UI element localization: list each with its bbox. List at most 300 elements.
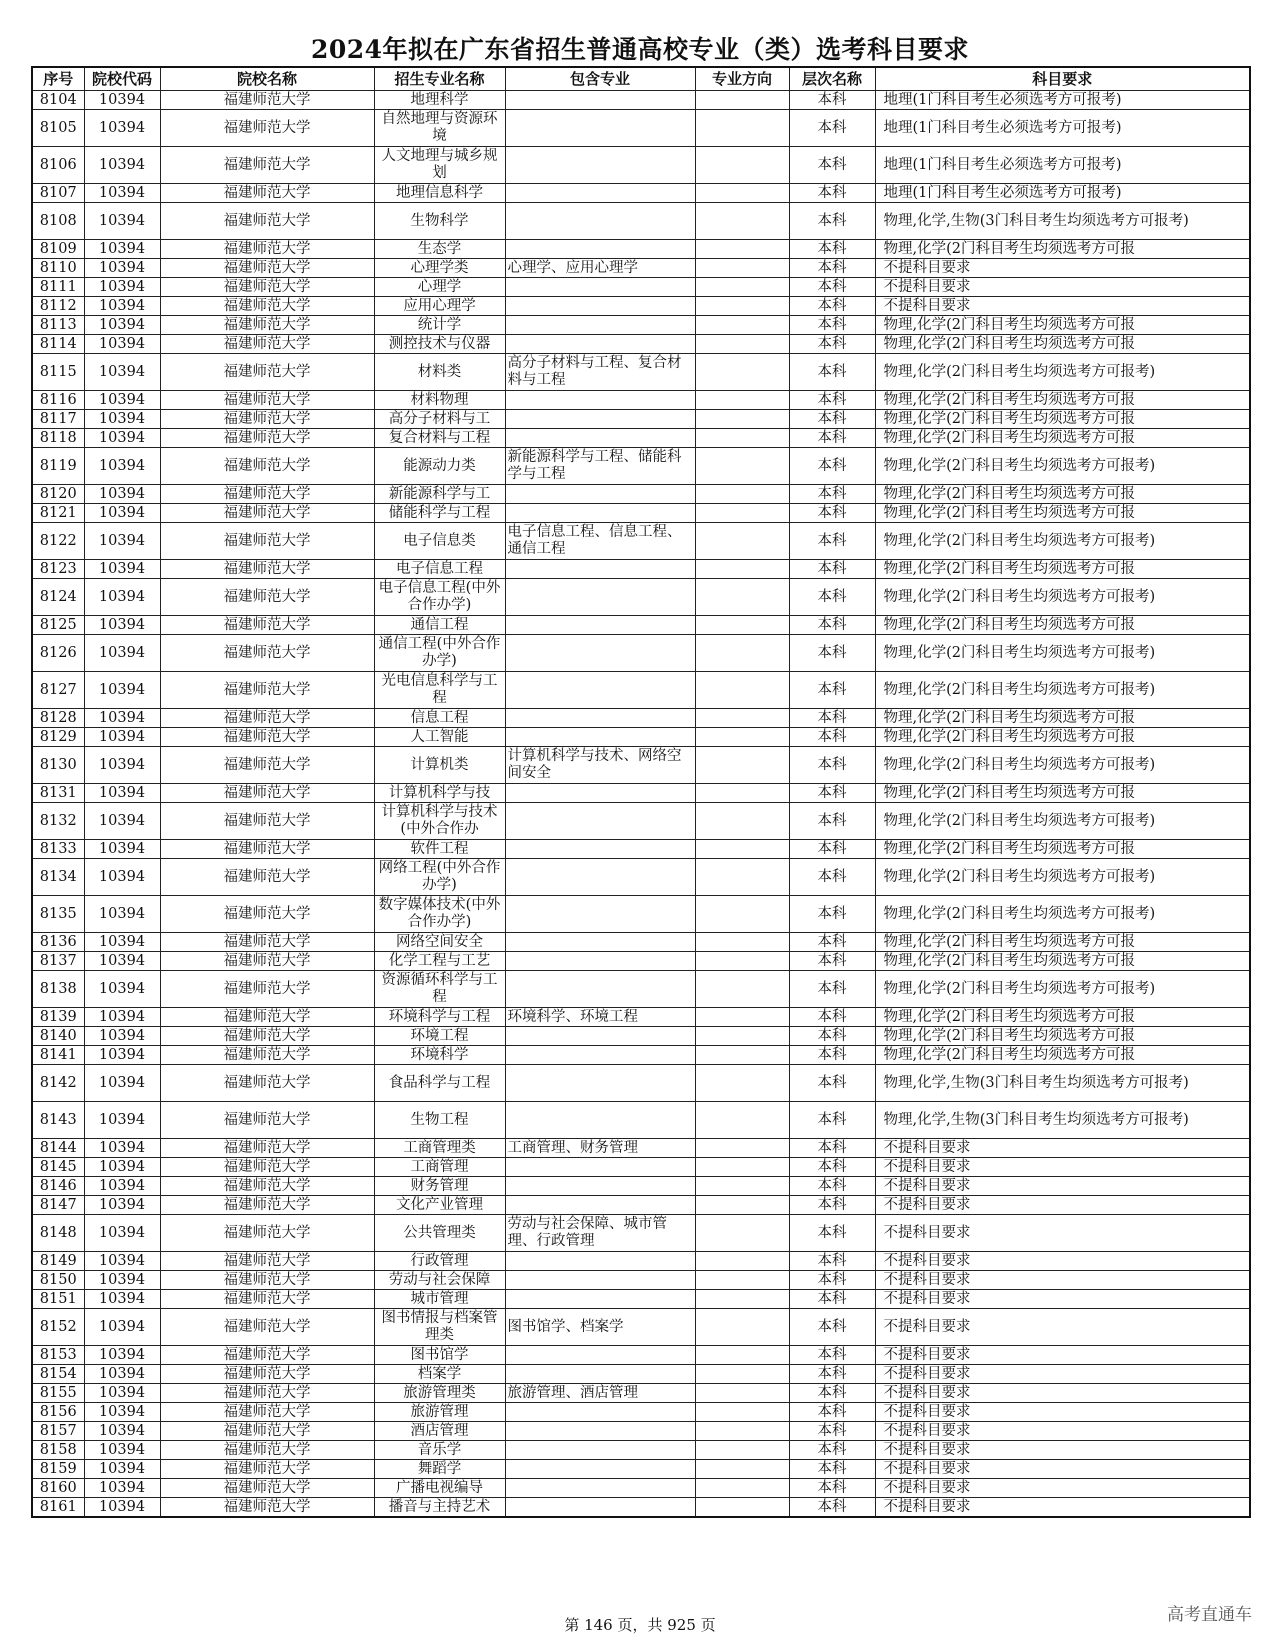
included-majors-cell: [505, 784, 695, 803]
table-row: [32, 1365, 1250, 1384]
level-cell: 本科: [789, 110, 875, 147]
seq-cell: 8116: [32, 391, 84, 410]
subject-requirement-cell: 不提科目要求: [875, 1290, 1250, 1309]
major-name-cell: 资源循环科学与工程: [374, 971, 505, 1008]
major-name-cell: 高分子材料与工: [374, 410, 505, 429]
seq-cell: 8157: [32, 1422, 84, 1441]
major-direction-cell: [695, 110, 789, 147]
school-code-cell: 10394: [84, 803, 160, 840]
school-name-cell: 福建师范大学: [160, 728, 374, 747]
major-name-cell: 信息工程: [374, 709, 505, 728]
major-direction-cell: [695, 1271, 789, 1290]
major-name-cell: 测控技术与仪器: [374, 335, 505, 354]
level-cell: 本科: [789, 1290, 875, 1309]
level-cell: 本科: [789, 1158, 875, 1177]
subject-requirement-cell: 物理,化学(2门科目考生均须选考方可报: [875, 1046, 1250, 1065]
table-row: [32, 1384, 1250, 1403]
table-row: [32, 240, 1250, 259]
major-direction-cell: [695, 429, 789, 448]
table-row: [32, 952, 1250, 971]
subject-requirement-cell: 不提科目要求: [875, 1271, 1250, 1290]
subject-requirement-cell: 物理,化学,生物(3门科目考生均须选考方可报考): [875, 203, 1250, 240]
table-row: [32, 1479, 1250, 1498]
column-header: 专业方向: [695, 67, 789, 91]
subject-requirement-cell: 物理,化学(2门科目考生均须选考方可报考): [875, 672, 1250, 709]
level-cell: 本科: [789, 1008, 875, 1027]
school-code-cell: 10394: [84, 1027, 160, 1046]
table-row: [32, 896, 1250, 933]
school-name-cell: 福建师范大学: [160, 354, 374, 391]
major-name-cell: 广播电视编导: [374, 1479, 505, 1498]
major-name-cell: 文化产业管理: [374, 1196, 505, 1215]
major-direction-cell: [695, 1403, 789, 1422]
column-header: 包含专业: [505, 67, 695, 91]
level-cell: 本科: [789, 784, 875, 803]
included-majors-cell: [505, 635, 695, 672]
major-direction-cell: [695, 1196, 789, 1215]
major-direction-cell: [695, 1422, 789, 1441]
subject-requirement-cell: 不提科目要求: [875, 1177, 1250, 1196]
column-header: 院校代码: [84, 67, 160, 91]
school-code-cell: 10394: [84, 1479, 160, 1498]
subject-requirement-cell: 物理,化学(2门科目考生均须选考方可报考): [875, 896, 1250, 933]
included-majors-cell: [505, 1046, 695, 1065]
table-row: [32, 859, 1250, 896]
school-name-cell: 福建师范大学: [160, 429, 374, 448]
subject-requirement-cell: 不提科目要求: [875, 278, 1250, 297]
seq-cell: 8110: [32, 259, 84, 278]
major-direction-cell: [695, 933, 789, 952]
seq-cell: 8156: [32, 1403, 84, 1422]
major-name-cell: 劳动与社会保障: [374, 1271, 505, 1290]
school-name-cell: 福建师范大学: [160, 504, 374, 523]
seq-cell: 8107: [32, 184, 84, 203]
included-majors-cell: [505, 579, 695, 616]
major-name-cell: 光电信息科学与工程: [374, 672, 505, 709]
level-cell: 本科: [789, 1403, 875, 1422]
major-name-cell: 生物科学: [374, 203, 505, 240]
major-name-cell: 网络空间安全: [374, 933, 505, 952]
subject-requirement-cell: 物理,化学(2门科目考生均须选考方可报: [875, 952, 1250, 971]
major-direction-cell: [695, 728, 789, 747]
brand-watermark: 高考直通车: [1167, 1605, 1252, 1625]
subject-requirement-cell: 物理,化学(2门科目考生均须选考方可报考): [875, 859, 1250, 896]
subject-requirement-cell: 不提科目要求: [875, 1441, 1250, 1460]
major-name-cell: 地理科学: [374, 91, 505, 110]
table-row: [32, 803, 1250, 840]
major-name-cell: 生态学: [374, 240, 505, 259]
major-direction-cell: [695, 560, 789, 579]
major-name-cell: 公共管理类: [374, 1215, 505, 1252]
subject-requirement-cell: 地理(1门科目考生必须选考方可报考): [875, 91, 1250, 110]
school-name-cell: 福建师范大学: [160, 1422, 374, 1441]
page-footer: 第 146 页，共 925 页: [564, 1616, 716, 1634]
school-code-cell: 10394: [84, 147, 160, 184]
included-majors-cell: [505, 803, 695, 840]
major-name-cell: 图书馆学: [374, 1346, 505, 1365]
included-majors-cell: [505, 278, 695, 297]
included-majors-cell: [505, 1158, 695, 1177]
major-name-cell: 旅游管理: [374, 1403, 505, 1422]
seq-cell: 8155: [32, 1384, 84, 1403]
school-name-cell: 福建师范大学: [160, 859, 374, 896]
major-direction-cell: [695, 1365, 789, 1384]
school-code-cell: 10394: [84, 1290, 160, 1309]
school-name-cell: 福建师范大学: [160, 1441, 374, 1460]
school-name-cell: 福建师范大学: [160, 1479, 374, 1498]
major-direction-cell: [695, 1441, 789, 1460]
level-cell: 本科: [789, 410, 875, 429]
school-code-cell: 10394: [84, 709, 160, 728]
table-row: [32, 840, 1250, 859]
school-code-cell: 10394: [84, 560, 160, 579]
school-code-cell: 10394: [84, 1346, 160, 1365]
included-majors-cell: [505, 1346, 695, 1365]
included-majors-cell: 旅游管理、酒店管理: [505, 1384, 695, 1403]
school-name-cell: 福建师范大学: [160, 147, 374, 184]
table-row: [32, 91, 1250, 110]
school-name-cell: 福建师范大学: [160, 110, 374, 147]
major-direction-cell: [695, 1102, 789, 1139]
school-name-cell: 福建师范大学: [160, 971, 374, 1008]
level-cell: 本科: [789, 709, 875, 728]
major-direction-cell: [695, 803, 789, 840]
school-name-cell: 福建师范大学: [160, 184, 374, 203]
school-code-cell: 10394: [84, 110, 160, 147]
major-direction-cell: [695, 635, 789, 672]
major-direction-cell: [695, 1384, 789, 1403]
seq-cell: 8142: [32, 1065, 84, 1102]
table-row: [32, 429, 1250, 448]
table-row: [32, 297, 1250, 316]
included-majors-cell: [505, 1498, 695, 1518]
seq-cell: 8109: [32, 240, 84, 259]
major-name-cell: 工商管理: [374, 1158, 505, 1177]
table-row: [32, 579, 1250, 616]
table-row: [32, 147, 1250, 184]
subject-requirement-cell: 物理,化学(2门科目考生均须选考方可报考): [875, 448, 1250, 485]
major-name-cell: 新能源科学与工: [374, 485, 505, 504]
major-name-cell: 复合材料与工程: [374, 429, 505, 448]
table-row: [32, 672, 1250, 709]
major-name-cell: 自然地理与资源环境: [374, 110, 505, 147]
level-cell: 本科: [789, 203, 875, 240]
school-name-cell: 福建师范大学: [160, 1008, 374, 1027]
school-code-cell: 10394: [84, 1365, 160, 1384]
subject-requirement-cell: 不提科目要求: [875, 1139, 1250, 1158]
seq-cell: 8125: [32, 616, 84, 635]
major-direction-cell: [695, 709, 789, 728]
major-direction-cell: [695, 1177, 789, 1196]
seq-cell: 8152: [32, 1309, 84, 1346]
school-code-cell: 10394: [84, 1158, 160, 1177]
subject-requirement-cell: 物理,化学(2门科目考生均须选考方可报考): [875, 971, 1250, 1008]
level-cell: 本科: [789, 354, 875, 391]
major-direction-cell: [695, 1046, 789, 1065]
table-row: [32, 335, 1250, 354]
school-code-cell: 10394: [84, 316, 160, 335]
level-cell: 本科: [789, 1215, 875, 1252]
major-name-cell: 图书情报与档案管理类: [374, 1309, 505, 1346]
subject-requirement-cell: 不提科目要求: [875, 1252, 1250, 1271]
major-name-cell: 通信工程: [374, 616, 505, 635]
included-majors-cell: 劳动与社会保障、城市管理、行政管理: [505, 1215, 695, 1252]
level-cell: 本科: [789, 429, 875, 448]
major-name-cell: 统计学: [374, 316, 505, 335]
subject-requirement-cell: 不提科目要求: [875, 1365, 1250, 1384]
seq-cell: 8120: [32, 485, 84, 504]
table-header-row: [32, 67, 1250, 91]
school-code-cell: 10394: [84, 1046, 160, 1065]
major-direction-cell: [695, 859, 789, 896]
table-row: [32, 1139, 1250, 1158]
major-name-cell: 音乐学: [374, 1441, 505, 1460]
major-name-cell: 人文地理与城乡规划: [374, 147, 505, 184]
column-header: 院校名称: [160, 67, 374, 91]
school-code-cell: 10394: [84, 354, 160, 391]
seq-cell: 8114: [32, 335, 84, 354]
level-cell: 本科: [789, 1102, 875, 1139]
level-cell: 本科: [789, 504, 875, 523]
seq-cell: 8108: [32, 203, 84, 240]
level-cell: 本科: [789, 485, 875, 504]
included-majors-cell: [505, 485, 695, 504]
table-row: [32, 110, 1250, 147]
table-row: [32, 728, 1250, 747]
subject-requirement-cell: 物理,化学,生物(3门科目考生均须选考方可报考): [875, 1065, 1250, 1102]
level-cell: 本科: [789, 1365, 875, 1384]
school-code-cell: 10394: [84, 971, 160, 1008]
level-cell: 本科: [789, 1309, 875, 1346]
subject-requirement-cell: 物理,化学(2门科目考生均须选考方可报考): [875, 635, 1250, 672]
major-direction-cell: [695, 579, 789, 616]
seq-cell: 8143: [32, 1102, 84, 1139]
level-cell: 本科: [789, 147, 875, 184]
seq-cell: 8129: [32, 728, 84, 747]
table-row: [32, 747, 1250, 784]
table-row: [32, 1046, 1250, 1065]
major-name-cell: 旅游管理类: [374, 1384, 505, 1403]
school-name-cell: 福建师范大学: [160, 1346, 374, 1365]
school-code-cell: 10394: [84, 429, 160, 448]
level-cell: 本科: [789, 840, 875, 859]
major-direction-cell: [695, 1215, 789, 1252]
included-majors-cell: [505, 147, 695, 184]
major-name-cell: 计算机科学与技术(中外合作办: [374, 803, 505, 840]
subject-requirement-cell: 物理,化学(2门科目考生均须选考方可报: [875, 410, 1250, 429]
level-cell: 本科: [789, 1441, 875, 1460]
major-name-cell: 化学工程与工艺: [374, 952, 505, 971]
included-majors-cell: [505, 1403, 695, 1422]
school-name-cell: 福建师范大学: [160, 1177, 374, 1196]
major-direction-cell: [695, 91, 789, 110]
table-row: [32, 1403, 1250, 1422]
included-majors-cell: [505, 952, 695, 971]
seq-cell: 8133: [32, 840, 84, 859]
school-code-cell: 10394: [84, 1139, 160, 1158]
major-name-cell: 城市管理: [374, 1290, 505, 1309]
level-cell: 本科: [789, 859, 875, 896]
seq-cell: 8132: [32, 803, 84, 840]
table-row: [32, 616, 1250, 635]
included-majors-cell: [505, 184, 695, 203]
subject-requirement-cell: 物理,化学(2门科目考生均须选考方可报: [875, 1008, 1250, 1027]
table-row: [32, 316, 1250, 335]
school-code-cell: 10394: [84, 635, 160, 672]
subject-requirement-cell: 不提科目要求: [875, 1403, 1250, 1422]
subject-requirement-cell: 物理,化学(2门科目考生均须选考方可报: [875, 933, 1250, 952]
major-direction-cell: [695, 784, 789, 803]
column-header: 序号: [32, 67, 84, 91]
school-name-cell: 福建师范大学: [160, 1290, 374, 1309]
column-header: 层次名称: [789, 67, 875, 91]
seq-cell: 8123: [32, 560, 84, 579]
seq-cell: 8158: [32, 1441, 84, 1460]
level-cell: 本科: [789, 1271, 875, 1290]
major-name-cell: 工商管理类: [374, 1139, 505, 1158]
subject-requirement-cell: 地理(1门科目考生必须选考方可报考): [875, 184, 1250, 203]
included-majors-cell: [505, 616, 695, 635]
level-cell: 本科: [789, 616, 875, 635]
major-direction-cell: [695, 147, 789, 184]
level-cell: 本科: [789, 1422, 875, 1441]
subject-requirement-cell: 不提科目要求: [875, 1196, 1250, 1215]
school-code-cell: 10394: [84, 297, 160, 316]
school-name-cell: 福建师范大学: [160, 1215, 374, 1252]
school-code-cell: 10394: [84, 616, 160, 635]
page-title: 2024年拟在广东省招生普通高校专业（类）选考科目要求: [310, 35, 970, 64]
subject-requirement-cell: 物理,化学(2门科目考生均须选考方可报: [875, 240, 1250, 259]
level-cell: 本科: [789, 728, 875, 747]
major-name-cell: 网络工程(中外合作办学): [374, 859, 505, 896]
major-direction-cell: [695, 1139, 789, 1158]
level-cell: 本科: [789, 560, 875, 579]
table-row: [32, 259, 1250, 278]
level-cell: 本科: [789, 1384, 875, 1403]
school-name-cell: 福建师范大学: [160, 523, 374, 560]
included-majors-cell: [505, 429, 695, 448]
major-name-cell: 环境科学: [374, 1046, 505, 1065]
major-direction-cell: [695, 1158, 789, 1177]
included-majors-cell: [505, 316, 695, 335]
level-cell: 本科: [789, 971, 875, 1008]
included-majors-cell: [505, 971, 695, 1008]
school-code-cell: 10394: [84, 672, 160, 709]
major-direction-cell: [695, 1309, 789, 1346]
column-header: 科目要求: [875, 67, 1250, 91]
major-direction-cell: [695, 203, 789, 240]
included-majors-cell: [505, 391, 695, 410]
major-direction-cell: [695, 1252, 789, 1271]
subject-requirement-cell: 物理,化学(2门科目考生均须选考方可报: [875, 335, 1250, 354]
included-majors-cell: [505, 1102, 695, 1139]
included-majors-cell: [505, 410, 695, 429]
major-direction-cell: [695, 335, 789, 354]
subject-requirement-cell: 地理(1门科目考生必须选考方可报考): [875, 147, 1250, 184]
subject-requirement-cell: 物理,化学(2门科目考生均须选考方可报考): [875, 579, 1250, 616]
level-cell: 本科: [789, 523, 875, 560]
major-name-cell: 酒店管理: [374, 1422, 505, 1441]
seq-cell: 8121: [32, 504, 84, 523]
subject-requirement-cell: 物理,化学,生物(3门科目考生均须选考方可报考): [875, 1102, 1250, 1139]
included-majors-cell: 环境科学、环境工程: [505, 1008, 695, 1027]
table-row: [32, 1290, 1250, 1309]
included-majors-cell: [505, 1252, 695, 1271]
school-code-cell: 10394: [84, 1422, 160, 1441]
major-direction-cell: [695, 504, 789, 523]
seq-cell: 8147: [32, 1196, 84, 1215]
level-cell: 本科: [789, 91, 875, 110]
school-code-cell: 10394: [84, 391, 160, 410]
level-cell: 本科: [789, 448, 875, 485]
school-code-cell: 10394: [84, 1384, 160, 1403]
level-cell: 本科: [789, 803, 875, 840]
included-majors-cell: [505, 709, 695, 728]
included-majors-cell: 图书馆学、档案学: [505, 1309, 695, 1346]
included-majors-cell: [505, 1460, 695, 1479]
included-majors-cell: [505, 1365, 695, 1384]
level-cell: 本科: [789, 184, 875, 203]
table-row: [32, 1027, 1250, 1046]
table-row: [32, 560, 1250, 579]
school-code-cell: 10394: [84, 933, 160, 952]
school-code-cell: 10394: [84, 1498, 160, 1518]
subject-requirement-cell: 物理,化学(2门科目考生均须选考方可报考): [875, 354, 1250, 391]
school-name-cell: 福建师范大学: [160, 1139, 374, 1158]
major-direction-cell: [695, 1027, 789, 1046]
school-name-cell: 福建师范大学: [160, 840, 374, 859]
table-row: [32, 410, 1250, 429]
school-code-cell: 10394: [84, 1441, 160, 1460]
school-name-cell: 福建师范大学: [160, 1384, 374, 1403]
school-name-cell: 福建师范大学: [160, 1309, 374, 1346]
subject-requirements-table: [31, 66, 1251, 1518]
major-direction-cell: [695, 448, 789, 485]
level-cell: 本科: [789, 391, 875, 410]
major-direction-cell: [695, 485, 789, 504]
included-majors-cell: 计算机科学与技术、网络空间安全: [505, 747, 695, 784]
major-name-cell: 材料物理: [374, 391, 505, 410]
school-code-cell: 10394: [84, 91, 160, 110]
level-cell: 本科: [789, 1252, 875, 1271]
subject-requirement-cell: 不提科目要求: [875, 1422, 1250, 1441]
major-name-cell: 计算机科学与技: [374, 784, 505, 803]
major-name-cell: 环境工程: [374, 1027, 505, 1046]
included-majors-cell: [505, 560, 695, 579]
school-name-cell: 福建师范大学: [160, 203, 374, 240]
seq-cell: 8138: [32, 971, 84, 1008]
school-code-cell: 10394: [84, 747, 160, 784]
seq-cell: 8159: [32, 1460, 84, 1479]
included-majors-cell: [505, 240, 695, 259]
school-name-cell: 福建师范大学: [160, 91, 374, 110]
table-row: [32, 1065, 1250, 1102]
seq-cell: 8146: [32, 1177, 84, 1196]
school-name-cell: 福建师范大学: [160, 1271, 374, 1290]
major-name-cell: 软件工程: [374, 840, 505, 859]
seq-cell: 8135: [32, 896, 84, 933]
level-cell: 本科: [789, 933, 875, 952]
major-direction-cell: [695, 1290, 789, 1309]
school-name-cell: 福建师范大学: [160, 803, 374, 840]
major-name-cell: 舞蹈学: [374, 1460, 505, 1479]
major-direction-cell: [695, 840, 789, 859]
school-code-cell: 10394: [84, 1196, 160, 1215]
included-majors-cell: [505, 1271, 695, 1290]
school-name-cell: 福建师范大学: [160, 1027, 374, 1046]
seq-cell: 8141: [32, 1046, 84, 1065]
seq-cell: 8106: [32, 147, 84, 184]
